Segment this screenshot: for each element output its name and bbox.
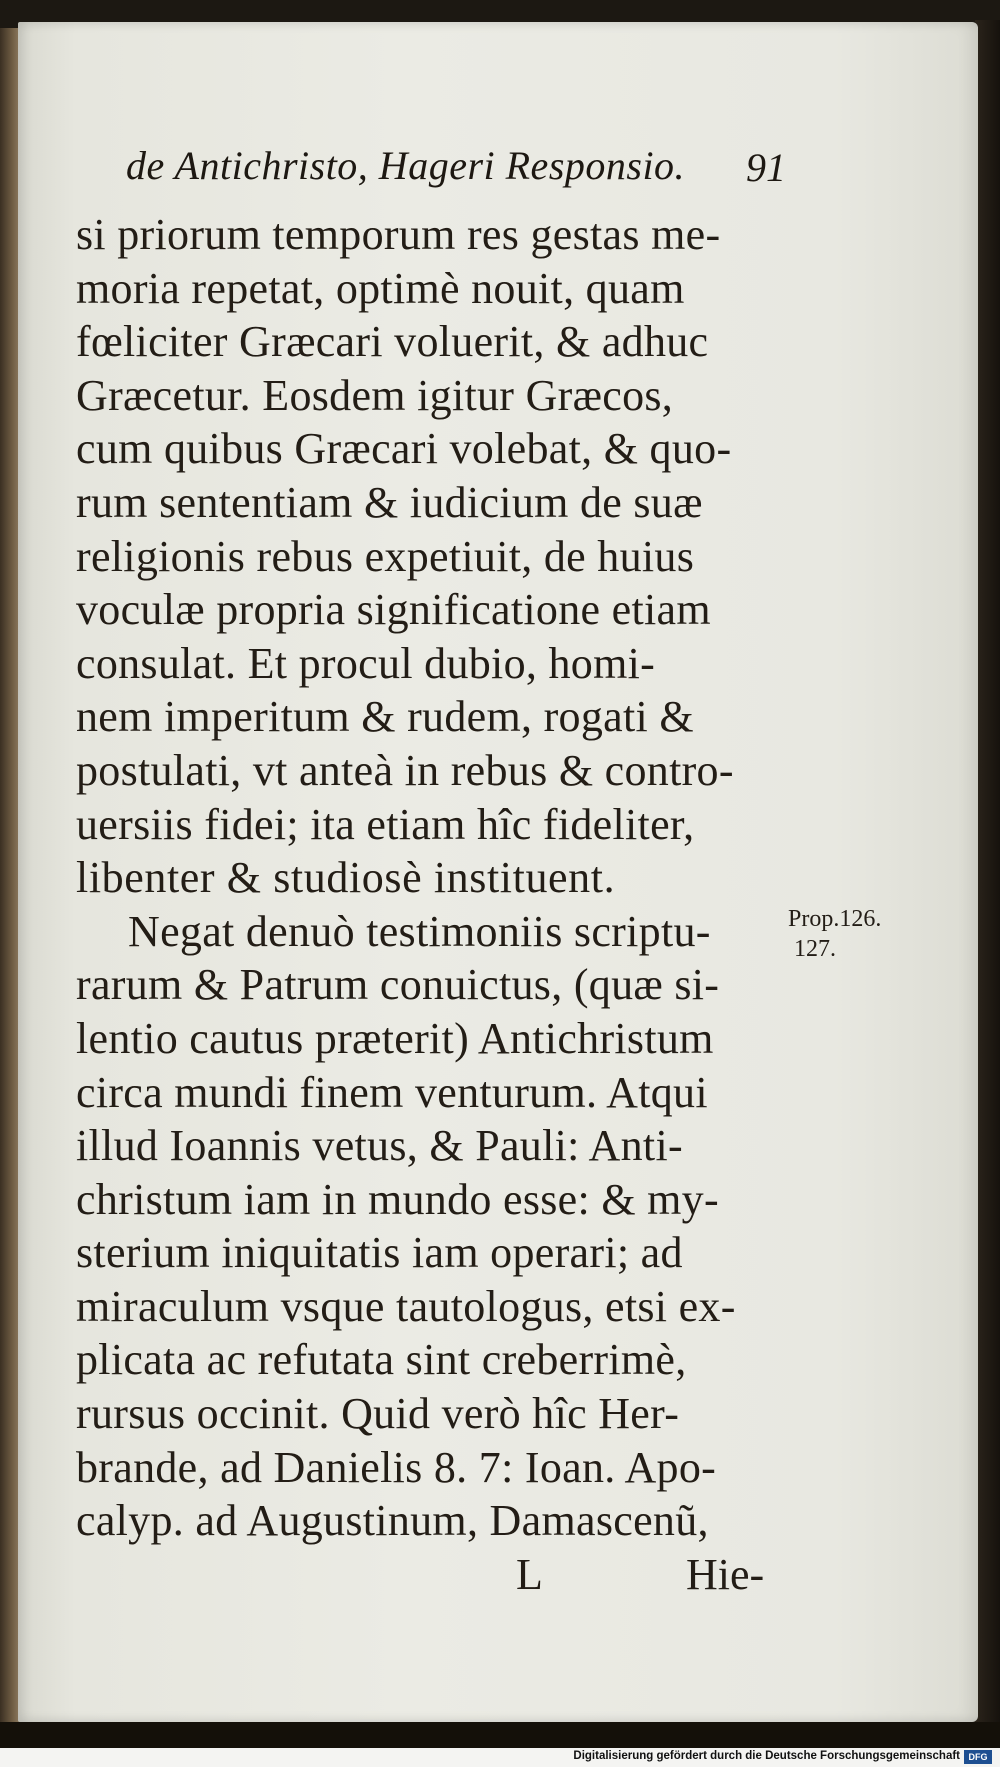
text-line: consulat. Et procul dubio, homi- — [76, 638, 656, 688]
text-line: illud Ioannis vetus, & Pauli: Anti- — [76, 1121, 683, 1171]
text-line: rum sententiam & iudicium de suæ — [76, 477, 703, 527]
text-line: rursus occinit. Quid verò hîc Her- — [76, 1389, 680, 1439]
book-fore-edge — [0, 28, 20, 1728]
catchword: Hie- — [686, 1549, 765, 1599]
margin-note-line-2: 127. — [794, 936, 836, 962]
text-line: circa mundi finem venturum. Atqui — [76, 1067, 708, 1117]
text-line: cum quibus Græcari volebat, & quo- — [76, 424, 732, 474]
text-line: libenter & studiosè instituent. — [76, 853, 616, 903]
folio-number: 91 — [746, 145, 786, 190]
dfg-logo-icon: DFG — [964, 1750, 992, 1764]
paragraph-start-line: Negat denuò testimoniis scriptu- — [128, 906, 711, 956]
text-line: sterium iniquitatis iam operari; ad — [76, 1228, 683, 1278]
margin-note — [788, 904, 908, 964]
running-title: de Antichristo, Hageri Responsio. — [126, 143, 686, 188]
text-line: voculæ propria significatione etiam — [76, 585, 711, 635]
digitization-credit: Digitalisierung gefördert durch die Deutsche Forschungsgemeinschaft — [573, 1750, 960, 1762]
text-line: moria repetat, optimè nouit, quam — [76, 263, 685, 313]
text-line: calyp. ad Augustinum, Damascenũ, — [76, 1496, 709, 1546]
text-line: brande, ad Danielis 8. 7: Ioan. Apo- — [76, 1442, 717, 1492]
text-line: miraculum vsque tautologus, etsi ex- — [76, 1281, 736, 1331]
text-line: plicata ac refutata sint creberrimè, — [76, 1335, 687, 1385]
signature-line — [76, 1548, 782, 1602]
text-line: si priorum temporum res gestas me- — [76, 210, 721, 259]
text-line: uersiis fidei; ita etiam hîc fideliter, — [76, 799, 695, 849]
gathering-signature: L — [516, 1549, 543, 1599]
text-line: Græcetur. Eosdem igitur Græcos, — [76, 370, 674, 420]
body-text — [76, 208, 782, 1601]
margin-note-line-1: Prop.126. — [788, 906, 882, 932]
text-line: nem imperitum & rudem, rogati & — [76, 692, 694, 742]
text-line: fœliciter Græcari voluerit, & adhuc — [76, 317, 709, 367]
book-page — [18, 22, 978, 1722]
text-line: christum iam in mundo esse: & my- — [76, 1174, 719, 1224]
text-line: religionis rebus expetiuit, de huius — [76, 531, 695, 581]
text-line: lentio cautus præterit) Antichristum — [76, 1013, 714, 1063]
text-line: rarum & Patrum conuictus, (quæ si- — [76, 960, 720, 1010]
scanner-rim — [975, 20, 1000, 1730]
text-line: postulati, vt anteà in rebus & contro- — [76, 745, 734, 795]
page-header — [126, 142, 786, 202]
